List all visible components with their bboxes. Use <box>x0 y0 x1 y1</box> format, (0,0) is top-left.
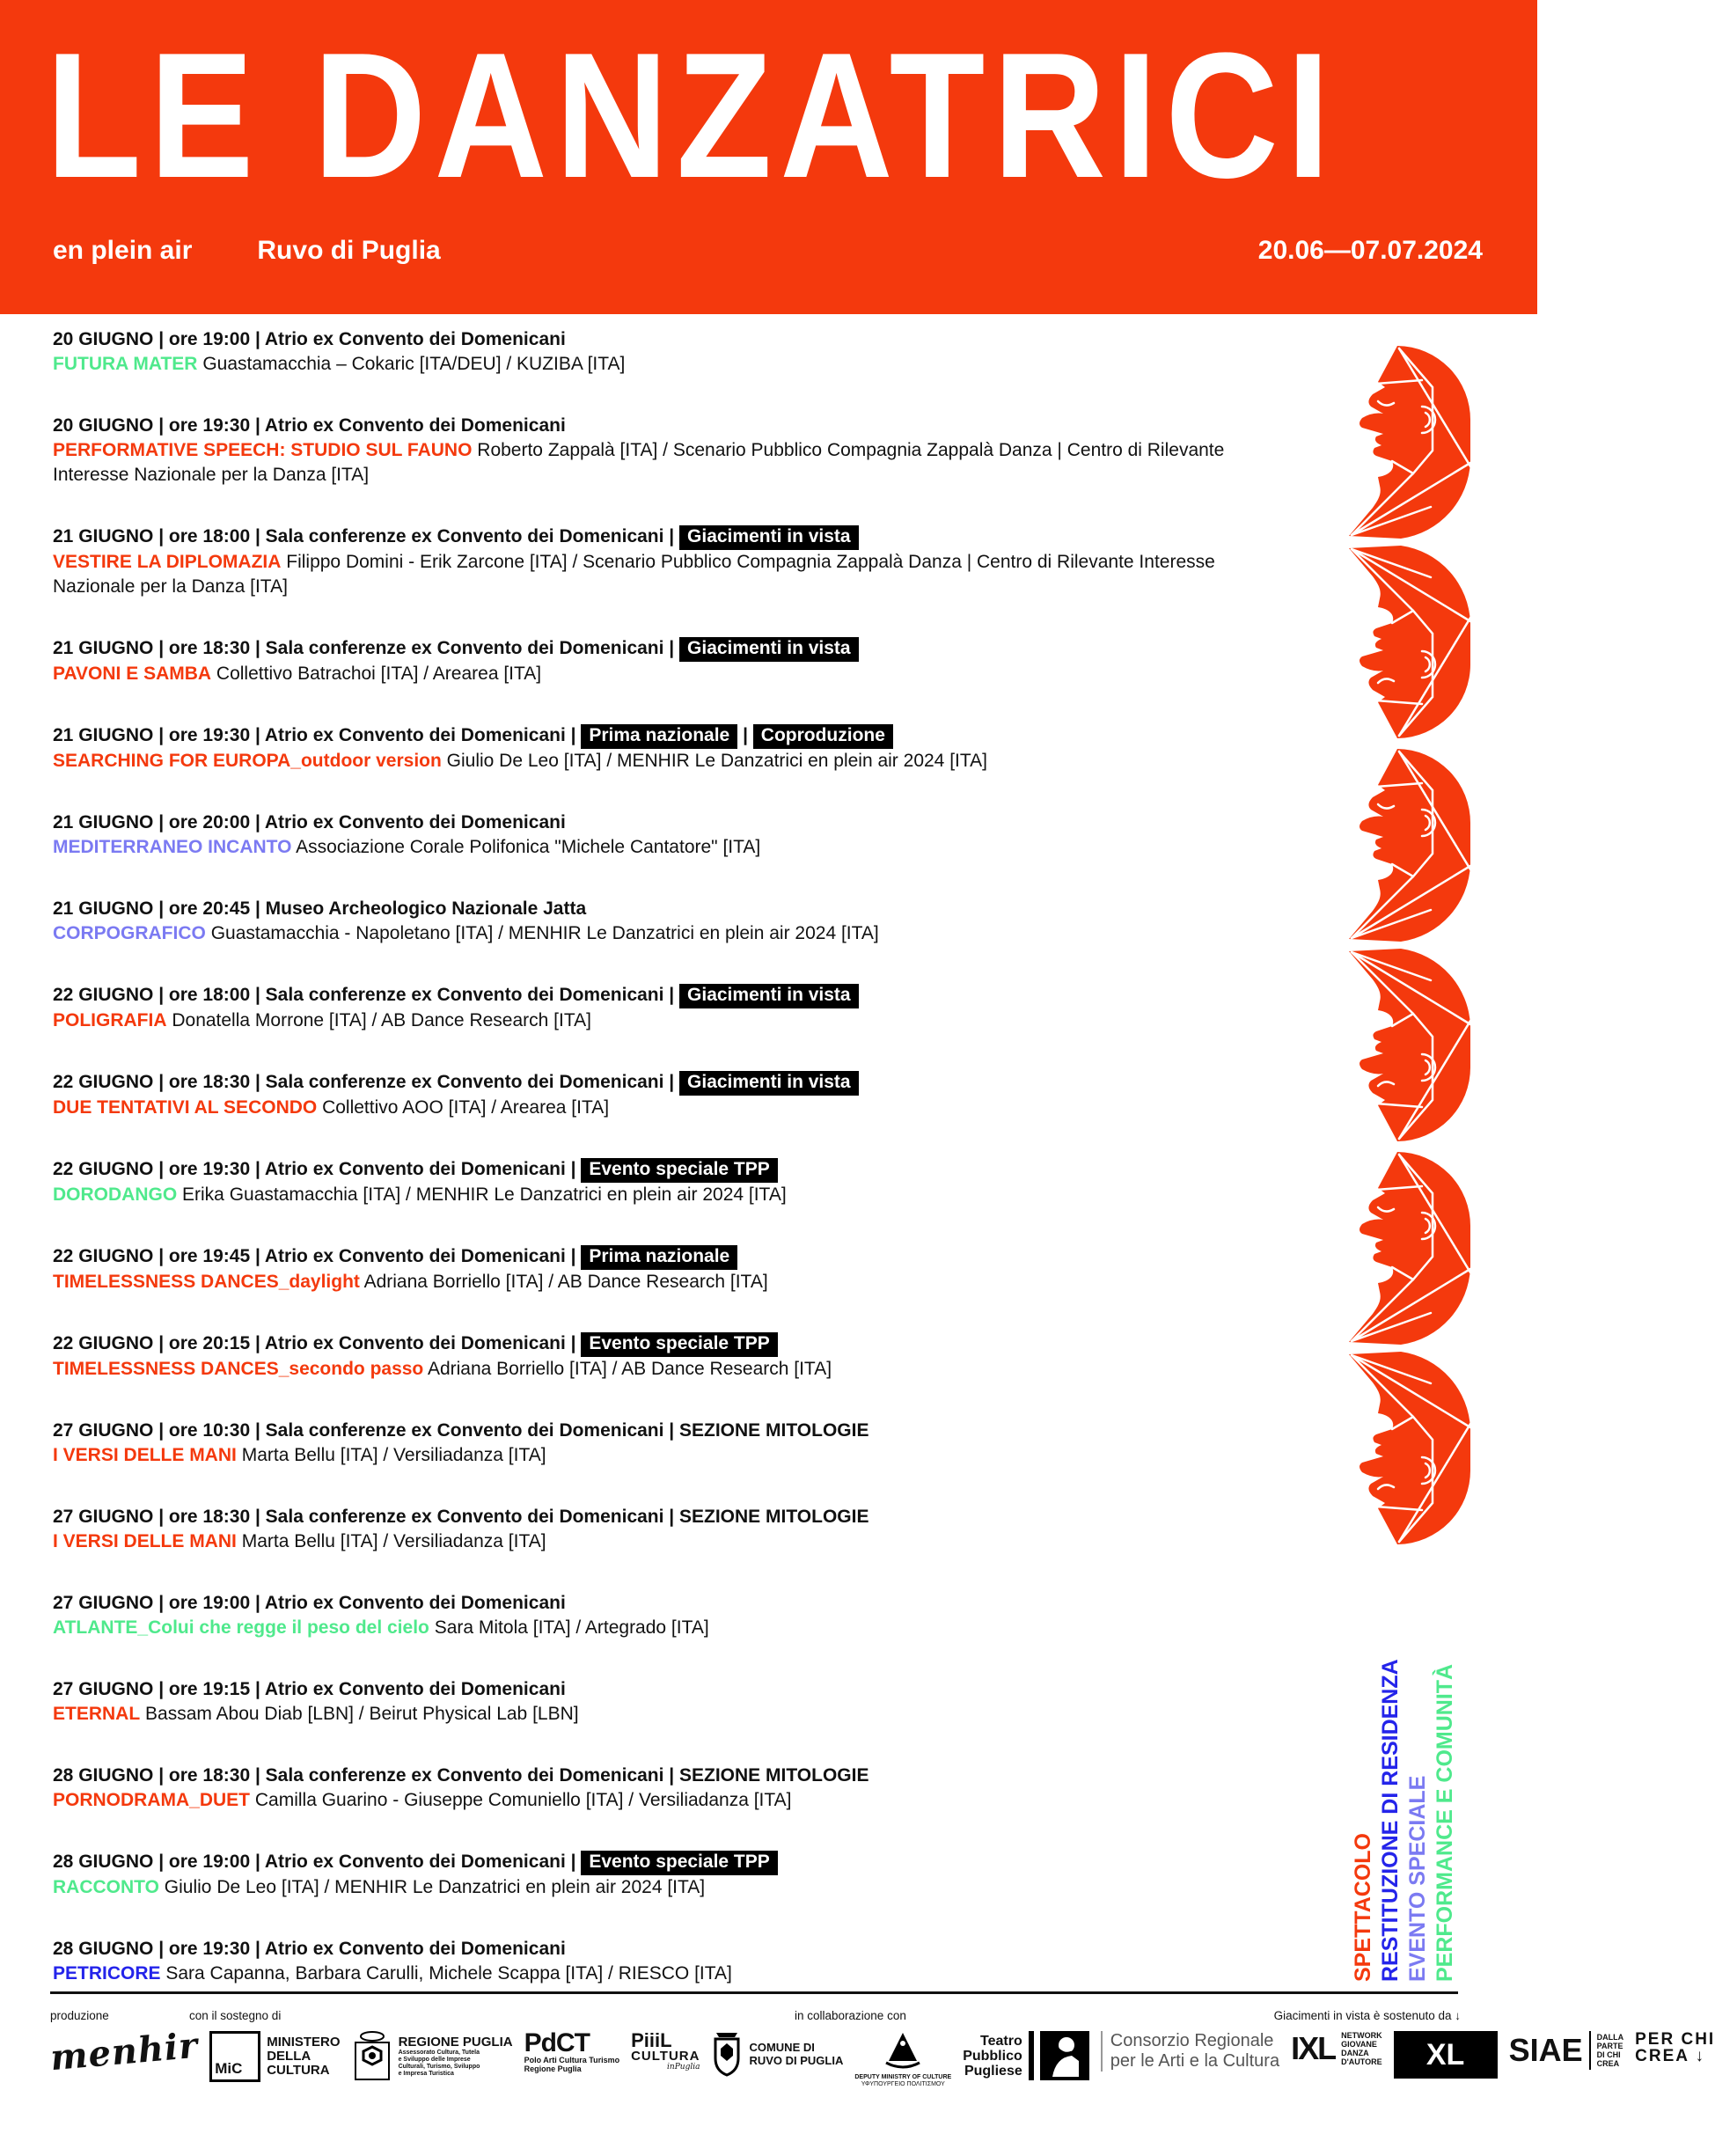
event-item <box>53 983 1285 1033</box>
event-item <box>53 1157 1285 1207</box>
event-title: DORODANGO <box>53 1184 178 1205</box>
event-when-text: 20 GIUGNO | ore 19:00 | Atrio ex Convento dei Domenicani <box>53 329 566 349</box>
event-line <box>53 352 1285 377</box>
mic-line: DELLA <box>267 2049 311 2064</box>
siae-divider <box>1589 2031 1591 2070</box>
event-credits: Marta Bellu [ITA] / Versiliadanza [ITA] <box>241 1445 546 1465</box>
event-item <box>53 327 1285 377</box>
event-credits: Bassam Abou Diab [LBN] / Beirut Physical Lab [LBN] <box>145 1704 579 1724</box>
regione-puglia-emblem-icon <box>352 2031 392 2082</box>
event-credits: Guastamacchia - Napoletano [ITA] / MENHIR Le Danzatrici en plein air 2024 [ITA] <box>210 923 879 943</box>
regione-sub: Assessorato Cultura, Tutela <box>398 2050 480 2056</box>
pdct-sub: Regione Puglia <box>524 2064 582 2073</box>
network-giovane-danza-logo <box>1291 2031 1382 2066</box>
event-line <box>53 921 1285 946</box>
cyprus-line: ΥΦΥΠΟΥΡΓΕΙΟ ΠΟΛΙΤΙΣΜΟΥ <box>861 2081 945 2087</box>
event-when <box>53 327 1285 352</box>
siae-line: DALLA <box>1596 2033 1624 2042</box>
piiil-subtitle: CULTURA <box>631 2049 700 2064</box>
event-when-text: 28 GIUGNO | ore 19:00 | Atrio ex Convento dei Domenicani | <box>53 1852 576 1872</box>
event-line <box>53 1270 1285 1294</box>
dancer-motif-icon <box>1338 343 1481 1551</box>
siae-line: DI CHI <box>1596 2050 1621 2059</box>
event-when <box>53 1764 1285 1788</box>
event-item <box>53 414 1285 488</box>
event-line <box>53 749 1285 774</box>
event-title: DUE TENTATIVI AL SECONDO <box>53 1097 318 1118</box>
event-when <box>53 1937 1285 1962</box>
event-line <box>53 1702 1285 1727</box>
dancer-artwork-column <box>1338 343 1481 1555</box>
event-item <box>53 1850 1285 1900</box>
event-credits: Sara Mitola [ITA] / Artegrado [ITA] <box>434 1617 709 1638</box>
event-credits: Erika Guastamacchia [ITA] / MENHIR Le Danzatrici en plein air 2024 [ITA] <box>182 1184 787 1205</box>
category-badge: Evento speciale TPP <box>581 1851 777 1875</box>
event-when <box>53 1244 1285 1270</box>
event-line <box>53 1529 1285 1554</box>
event-item <box>53 1244 1285 1294</box>
event-credits: Camilla Guarino - Giuseppe Comuniello [ITA] / Versiliadanza [ITA] <box>254 1790 792 1810</box>
event-when-text: 22 GIUGNO | ore 20:15 | Atrio ex Convento dei Domenicani | <box>53 1333 576 1353</box>
siae-line: CREA <box>1596 2059 1620 2068</box>
event-when <box>53 1505 1285 1529</box>
event-line <box>53 835 1285 860</box>
category-badge: Coproduzione <box>753 724 893 749</box>
tpp-line: Pubblico <box>963 2048 1022 2064</box>
regione-sub: Culturali, Turismo, Sviluppo <box>398 2064 480 2070</box>
siae-mark: SIAE <box>1508 2032 1583 2068</box>
event-credits: Collettivo AOO [ITA] / Arearea [ITA] <box>322 1097 610 1118</box>
xl-logo <box>1394 2031 1498 2079</box>
pcc-line: PER CHI <box>1635 2030 1715 2049</box>
event-line <box>53 1096 1285 1120</box>
event-when <box>53 524 1285 550</box>
event-credits: Roberto Zappalà [ITA] / Scenario Pubblico Compagnia Zappalà Danza | Centro di Rilevante Interesse Nazionale per la Danza [ITA] <box>53 440 1225 485</box>
consorzio-regionale-logo <box>1101 2031 1279 2072</box>
event-when-text: 27 GIUGNO | ore 10:30 | Sala conferenze ex Convento dei Domenicani | SEZIONE MITOLOGIE <box>53 1420 869 1441</box>
event-when-text: 21 GIUGNO | ore 18:00 | Sala conferenze ex Convento dei Domenicani | <box>53 526 675 546</box>
menhir-logo-text: menhir <box>48 2024 200 2079</box>
pdct-title: PdCT <box>524 2028 590 2057</box>
event-title: TIMELESSNESS DANCES_daylight <box>53 1272 360 1292</box>
tpp-bar <box>1029 2031 1034 2080</box>
event-credits: Associazione Corale Polifonica "Michele Cantatore" [ITA] <box>296 837 761 857</box>
event-when: 21 GIUGNO | ore 19:30 | Atrio ex Convento dei Domenicani | Prima nazionale | Coproduzione <box>53 723 1285 749</box>
pdct-sub: Polo Arti Cultura Turismo <box>524 2056 620 2064</box>
event-credits: Adriana Borriello [ITA] / AB Dance Research [ITA] <box>363 1272 768 1292</box>
mic-line: MINISTERO <box>267 2035 341 2050</box>
event-item <box>53 1419 1285 1468</box>
production-label: produzione <box>50 2009 109 2022</box>
category-badge: Giacimenti in vista <box>679 525 859 550</box>
comune-line: COMUNE DI <box>749 2041 815 2054</box>
event-item <box>53 723 1285 774</box>
event-line <box>53 1616 1285 1640</box>
event-title: CORPOGRAFICO <box>53 923 206 943</box>
event-credits: Giulio De Leo [ITA] / MENHIR Le Danzatrici en plein air 2024 [ITA] <box>164 1877 706 1897</box>
siae-logo <box>1509 2031 1624 2070</box>
regione-puglia-logo <box>352 2031 513 2082</box>
mic-line: CULTURA <box>267 2063 330 2078</box>
event-title: PAVONI E SAMBA <box>53 664 212 684</box>
event-when <box>53 1850 1285 1875</box>
footer-divider <box>50 1991 1458 1994</box>
event-line <box>53 1962 1285 1986</box>
event-line <box>53 1357 1285 1382</box>
event-item <box>53 524 1285 599</box>
consorzio-line: Consorzio Regionale <box>1110 2031 1274 2050</box>
regione-title: REGIONE PUGLIA <box>398 2035 513 2050</box>
page-title: LE DANZATRICI <box>46 15 1338 216</box>
event-when <box>53 414 1285 438</box>
category-badge: Evento speciale TPP <box>581 1158 777 1183</box>
cyprus-line: DEPUTY MINISTRY OF CULTURE <box>854 2074 952 2080</box>
event-line <box>53 662 1285 686</box>
header-city: Ruvo di Puglia <box>257 236 441 265</box>
event-when <box>53 983 1285 1008</box>
event-when <box>53 897 1285 921</box>
event-when-text: 22 GIUGNO | ore 18:00 | Sala conferenze ex Convento dei Domenicani | <box>53 985 675 1005</box>
event-when-text: 20 GIUGNO | ore 19:30 | Atrio ex Convento dei Domenicani <box>53 415 566 436</box>
event-credits: Adriana Borriello [ITA] / AB Dance Research [ITA] <box>427 1359 832 1379</box>
per-chi-crea-logo <box>1635 2031 1715 2064</box>
tpp-line: Teatro <box>980 2033 1022 2049</box>
piiil-cultura-logo <box>631 2031 700 2072</box>
event-line <box>53 1183 1285 1207</box>
event-title: I VERSI DELLE MANI <box>53 1445 237 1465</box>
menhir-logo <box>48 2024 200 2079</box>
event-when-text: 21 GIUGNO | ore 20:45 | Museo Archeologico Nazionale Jatta <box>53 898 587 919</box>
sponsor-logo-row <box>48 2024 1715 2088</box>
event-when-text: 28 GIUGNO | ore 18:30 | Sala conferenze ex Convento dei Domenicani | SEZIONE MITOLOGIE <box>53 1765 869 1786</box>
category-badge: Prima nazionale <box>581 724 737 749</box>
event-line <box>53 550 1285 599</box>
event-credits: Marta Bellu [ITA] / Versiliadanza [ITA] <box>241 1531 546 1551</box>
mic-icon: MiC <box>209 2031 260 2082</box>
consorzio-line: per le Arti e la Cultura <box>1110 2051 1280 2071</box>
event-item <box>53 1764 1285 1813</box>
event-item <box>53 810 1285 860</box>
event-line <box>53 1875 1285 1900</box>
cyprus-eagle-icon <box>881 2031 925 2070</box>
regione-sub: e Sviluppo delle Imprese <box>398 2057 471 2063</box>
piiil-tag: inPuglia <box>667 2063 700 2072</box>
siae-line: PARTE <box>1596 2042 1623 2050</box>
event-line <box>53 1008 1285 1033</box>
category-badge: Giacimenti in vista <box>679 637 859 662</box>
event-item <box>53 1677 1285 1727</box>
category-badge: Giacimenti in vista <box>679 984 859 1008</box>
comune-crest-icon <box>711 2031 743 2077</box>
legend-item: PERFORMANCE E COMUNITÀ <box>1433 1663 1457 1982</box>
category-badge: Evento speciale TPP <box>581 1332 777 1357</box>
event-when-text: 28 GIUGNO | ore 19:30 | Atrio ex Convento dei Domenicani <box>53 1939 566 1959</box>
header-tagline: en plein air <box>53 236 193 265</box>
event-when-text: 27 GIUGNO | ore 19:00 | Atrio ex Convento dei Domenicani <box>53 1593 566 1613</box>
event-title: POLIGRAFIA <box>53 1010 167 1030</box>
tpp-figure-icon <box>1040 2031 1089 2080</box>
event-line <box>53 438 1285 488</box>
legend-item: RESTITUZIONE DI RESIDENZA <box>1378 1659 1403 1982</box>
event-credits: Guastamacchia – Cokaric [ITA/DEU] / KUZIBA [ITA] <box>202 354 626 374</box>
event-credits: Filippo Domini - Erik Zarcone [ITA] / Scenario Pubblico Compagnia Zappalà Danza | Centro di Rilevante Interesse Nazionale per la Danza [ITA] <box>53 552 1215 597</box>
event-item <box>53 1591 1285 1640</box>
event-title: FUTURA MATER <box>53 354 198 374</box>
event-title: RACCONTO <box>53 1877 159 1897</box>
event-title: ATLANTE_Colui che regge il peso del cielo <box>53 1617 429 1638</box>
event-title: VESTIRE LA DIPLOMAZIA <box>53 552 282 572</box>
event-title: PETRICORE <box>53 1963 161 1984</box>
comune-ruvo-logo <box>711 2031 843 2077</box>
event-when-text: 21 GIUGNO | ore 18:30 | Sala conferenze ex Convento dei Domenicani | <box>53 638 675 658</box>
event-title: MEDITERRANEO INCANTO <box>53 837 292 857</box>
event-item <box>53 1505 1285 1554</box>
pdct-logo <box>524 2028 620 2073</box>
event-title: PERFORMATIVE SPEECH: STUDIO SUL FAUNO <box>53 440 473 460</box>
ixl-line: DANZA <box>1341 2049 1369 2057</box>
event-list <box>53 327 1285 2023</box>
teatro-pubblico-pugliese-logo <box>963 2031 1089 2080</box>
event-when-text: 21 GIUGNO | ore 20:00 | Atrio ex Convento dei Domenicani <box>53 812 566 832</box>
ixl-line: D'AUTORE <box>1341 2057 1382 2066</box>
event-when <box>53 810 1285 835</box>
event-when-text: 22 GIUGNO | ore 19:30 | Atrio ex Convento dei Domenicani | <box>53 1159 576 1179</box>
tpp-line: Pugliese <box>964 2063 1022 2079</box>
event-when <box>53 636 1285 662</box>
event-when-text: 27 GIUGNO | ore 19:15 | Atrio ex Convento dei Domenicani <box>53 1679 566 1699</box>
event-when <box>53 1157 1285 1183</box>
event-when-text: 22 GIUGNO | ore 18:30 | Sala conferenze ex Convento dei Domenicani | <box>53 1072 675 1092</box>
event-item <box>53 897 1285 946</box>
event-when <box>53 1677 1285 1702</box>
category-badge: Giacimenti in vista <box>679 1071 859 1096</box>
event-when <box>53 1419 1285 1443</box>
collab-label: in collaborazione con <box>795 2009 906 2022</box>
regione-sub: e Impresa Turistica <box>398 2071 454 2077</box>
ixl-line: NETWORK <box>1341 2031 1382 2040</box>
event-line <box>53 1443 1285 1468</box>
xl-mark: XL <box>1394 2031 1498 2079</box>
event-credits: Giulio De Leo [ITA] / MENHIR Le Danzatrici en plein air 2024 [ITA] <box>446 751 987 771</box>
event-title: SEARCHING FOR EUROPA_outdoor version <box>53 751 442 771</box>
ixl-mark: IXL <box>1291 2030 1336 2066</box>
cyprus-ministry-logo <box>854 2031 951 2088</box>
event-when-text: 27 GIUGNO | ore 18:30 | Sala conferenze ex Convento dei Domenicani | SEZIONE MITOLOGIE <box>53 1507 869 1527</box>
ministero-cultura-logo <box>209 2031 340 2082</box>
event-item <box>53 636 1285 686</box>
event-title: ETERNAL <box>53 1704 141 1724</box>
event-when <box>53 1591 1285 1616</box>
event-item <box>53 1937 1285 1986</box>
pcc-line: CREA ↓ <box>1635 2047 1706 2065</box>
category-badge: Prima nazionale <box>581 1245 737 1270</box>
event-title: I VERSI DELLE MANI <box>53 1531 237 1551</box>
support-label: con il sostegno di <box>189 2009 282 2022</box>
piiil-title: PiiiL <box>631 2029 672 2051</box>
event-credits: Collettivo Batrachoi [ITA] / Arearea [ITA] <box>216 664 542 684</box>
header-dates: 20.06—07.07.2024 <box>1257 236 1483 265</box>
header-banner <box>0 0 1537 314</box>
legend-item: EVENTO SPECIALE <box>1405 1775 1430 1982</box>
category-legend <box>1350 1609 1459 1982</box>
event-line <box>53 1788 1285 1813</box>
event-credits: Sara Capanna, Barbara Carulli, Michele Scappa [ITA] / RIESCO [ITA] <box>165 1963 732 1984</box>
event-when-text: 21 GIUGNO | ore 19:30 | Atrio ex Convento dei Domenicani | <box>53 725 576 745</box>
event-when <box>53 1070 1285 1096</box>
giacimenti-support-label: Giacimenti in vista è sostenuto da ↓ <box>1273 2009 1461 2022</box>
ixl-line: GIOVANE <box>1341 2040 1377 2049</box>
event-when <box>53 1331 1285 1357</box>
event-item <box>53 1070 1285 1120</box>
comune-line: RUVO DI PUGLIA <box>749 2054 844 2067</box>
event-when-text: 22 GIUGNO | ore 19:45 | Atrio ex Convento dei Domenicani | <box>53 1246 576 1266</box>
event-credits: Donatella Morrone [ITA] / AB Dance Research [ITA] <box>172 1010 591 1030</box>
event-title: PORNODRAMA_DUET <box>53 1790 251 1810</box>
event-title: TIMELESSNESS DANCES_secondo passo <box>53 1359 424 1379</box>
legend-item: SPETTACOLO <box>1351 1833 1375 1982</box>
event-item <box>53 1331 1285 1382</box>
